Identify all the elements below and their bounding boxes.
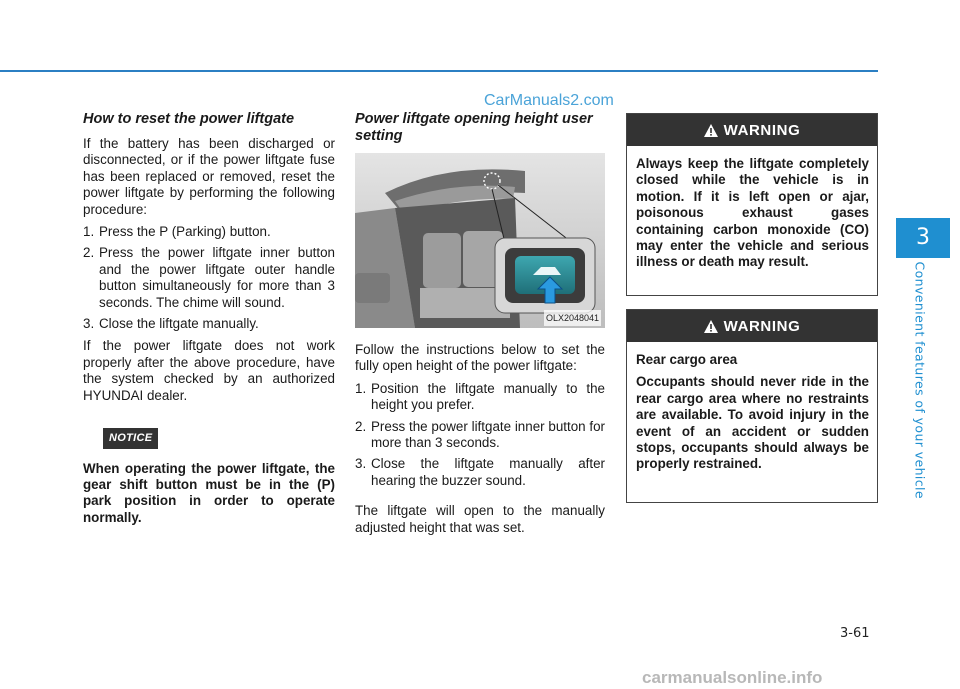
- warning-title: WARNING: [723, 121, 801, 139]
- header-rule: [0, 70, 878, 72]
- warning-body: [627, 342, 877, 487]
- height-outro: The liftgate will open to the manually adjusted height that was set.: [355, 503, 605, 535]
- footer-watermark[interactable]: carmanualsonline.info: [642, 668, 823, 687]
- warning-box-rear-cargo: [626, 309, 878, 503]
- chapter-title: Convenient features of your vehicle: [912, 261, 928, 500]
- liftgate-figure: [355, 153, 605, 328]
- middle-column: [355, 111, 605, 542]
- step-text: Press the P (Parking) button.: [99, 224, 271, 240]
- page-number: 3-61: [840, 626, 870, 641]
- list-item: [355, 456, 605, 489]
- warning-text: Occupants should never ride in the rear cargo area where no restraints are available. To avoid injury in the event of an accident or sudden stops, occupants should always be properly restrained.: [636, 374, 869, 472]
- reset-steps: [83, 224, 335, 332]
- notice-text: When operating the power liftgate, the gear shift button must be in the (P) park position in order to operate normally.: [83, 460, 335, 525]
- list-item: [83, 224, 335, 240]
- notice-badge: NOTICE: [103, 428, 158, 448]
- step-text: Press the power liftgate inner button and the power liftgate outer handle button simultaneously for more than 3 seconds. The chime will sound.: [99, 245, 335, 310]
- header-watermark[interactable]: CarManuals2.com: [484, 92, 614, 109]
- height-setting-heading: Power liftgate opening height user setting: [355, 111, 593, 144]
- warning-subtitle: Rear cargo area: [636, 352, 738, 367]
- warning-title: WARNING: [723, 317, 801, 335]
- step-text: Close the liftgate manually after hearing the buzzer sound.: [371, 456, 605, 488]
- figure-code: OLX2048041: [544, 310, 601, 326]
- step-number: 1.: [355, 380, 367, 396]
- height-steps: [355, 381, 605, 489]
- warning-box-liftgate-closed: [626, 113, 878, 296]
- list-item: [355, 381, 605, 414]
- warning-text: Always keep the liftgate completely closed while the vehicle is in motion. If it is left open or ajar, poisonous exhaust gases containing carbon monoxide (CO) may enter the vehicle and serious illness or death may result.: [636, 156, 869, 270]
- warning-triangle-icon: [704, 124, 718, 137]
- list-item: [355, 419, 605, 452]
- warning-triangle-icon: [704, 320, 718, 333]
- warning-header: [627, 114, 877, 146]
- step-number: 2.: [83, 245, 95, 261]
- left-column: [83, 111, 335, 526]
- liftgate-illustration: [355, 153, 605, 328]
- step-number: 3.: [83, 316, 95, 332]
- reset-heading: How to reset the power liftgate: [83, 111, 295, 127]
- warning-header: [627, 310, 877, 342]
- chapter-tab: [896, 218, 950, 258]
- step-text: Press the power liftgate inner button for more than 3 seconds.: [371, 418, 605, 451]
- step-text: Position the liftgate manually to the height you prefer.: [371, 380, 605, 413]
- warning-body: [627, 146, 877, 285]
- step-number: 3.: [355, 456, 367, 472]
- step-number: 2.: [355, 418, 367, 434]
- height-intro: Follow the instructions below to set the fully open height of the power liftgate:: [355, 342, 605, 374]
- list-item: [83, 245, 335, 311]
- reset-outro: If the power liftgate does not work properly after the above procedure, have the system checked by an authorized HYUNDAI dealer.: [83, 338, 335, 403]
- step-number: 1.: [83, 224, 95, 240]
- list-item: [83, 316, 335, 332]
- chapter-number: 3: [916, 225, 930, 250]
- step-text: Close the liftgate manually.: [99, 316, 259, 332]
- reset-intro: If the battery has been discharged or disconnected, or if the power liftgate fuse has been replaced or removed, reset the power liftgate by performing the following procedure:: [83, 136, 335, 217]
- chapter-title-vertical: [900, 261, 928, 504]
